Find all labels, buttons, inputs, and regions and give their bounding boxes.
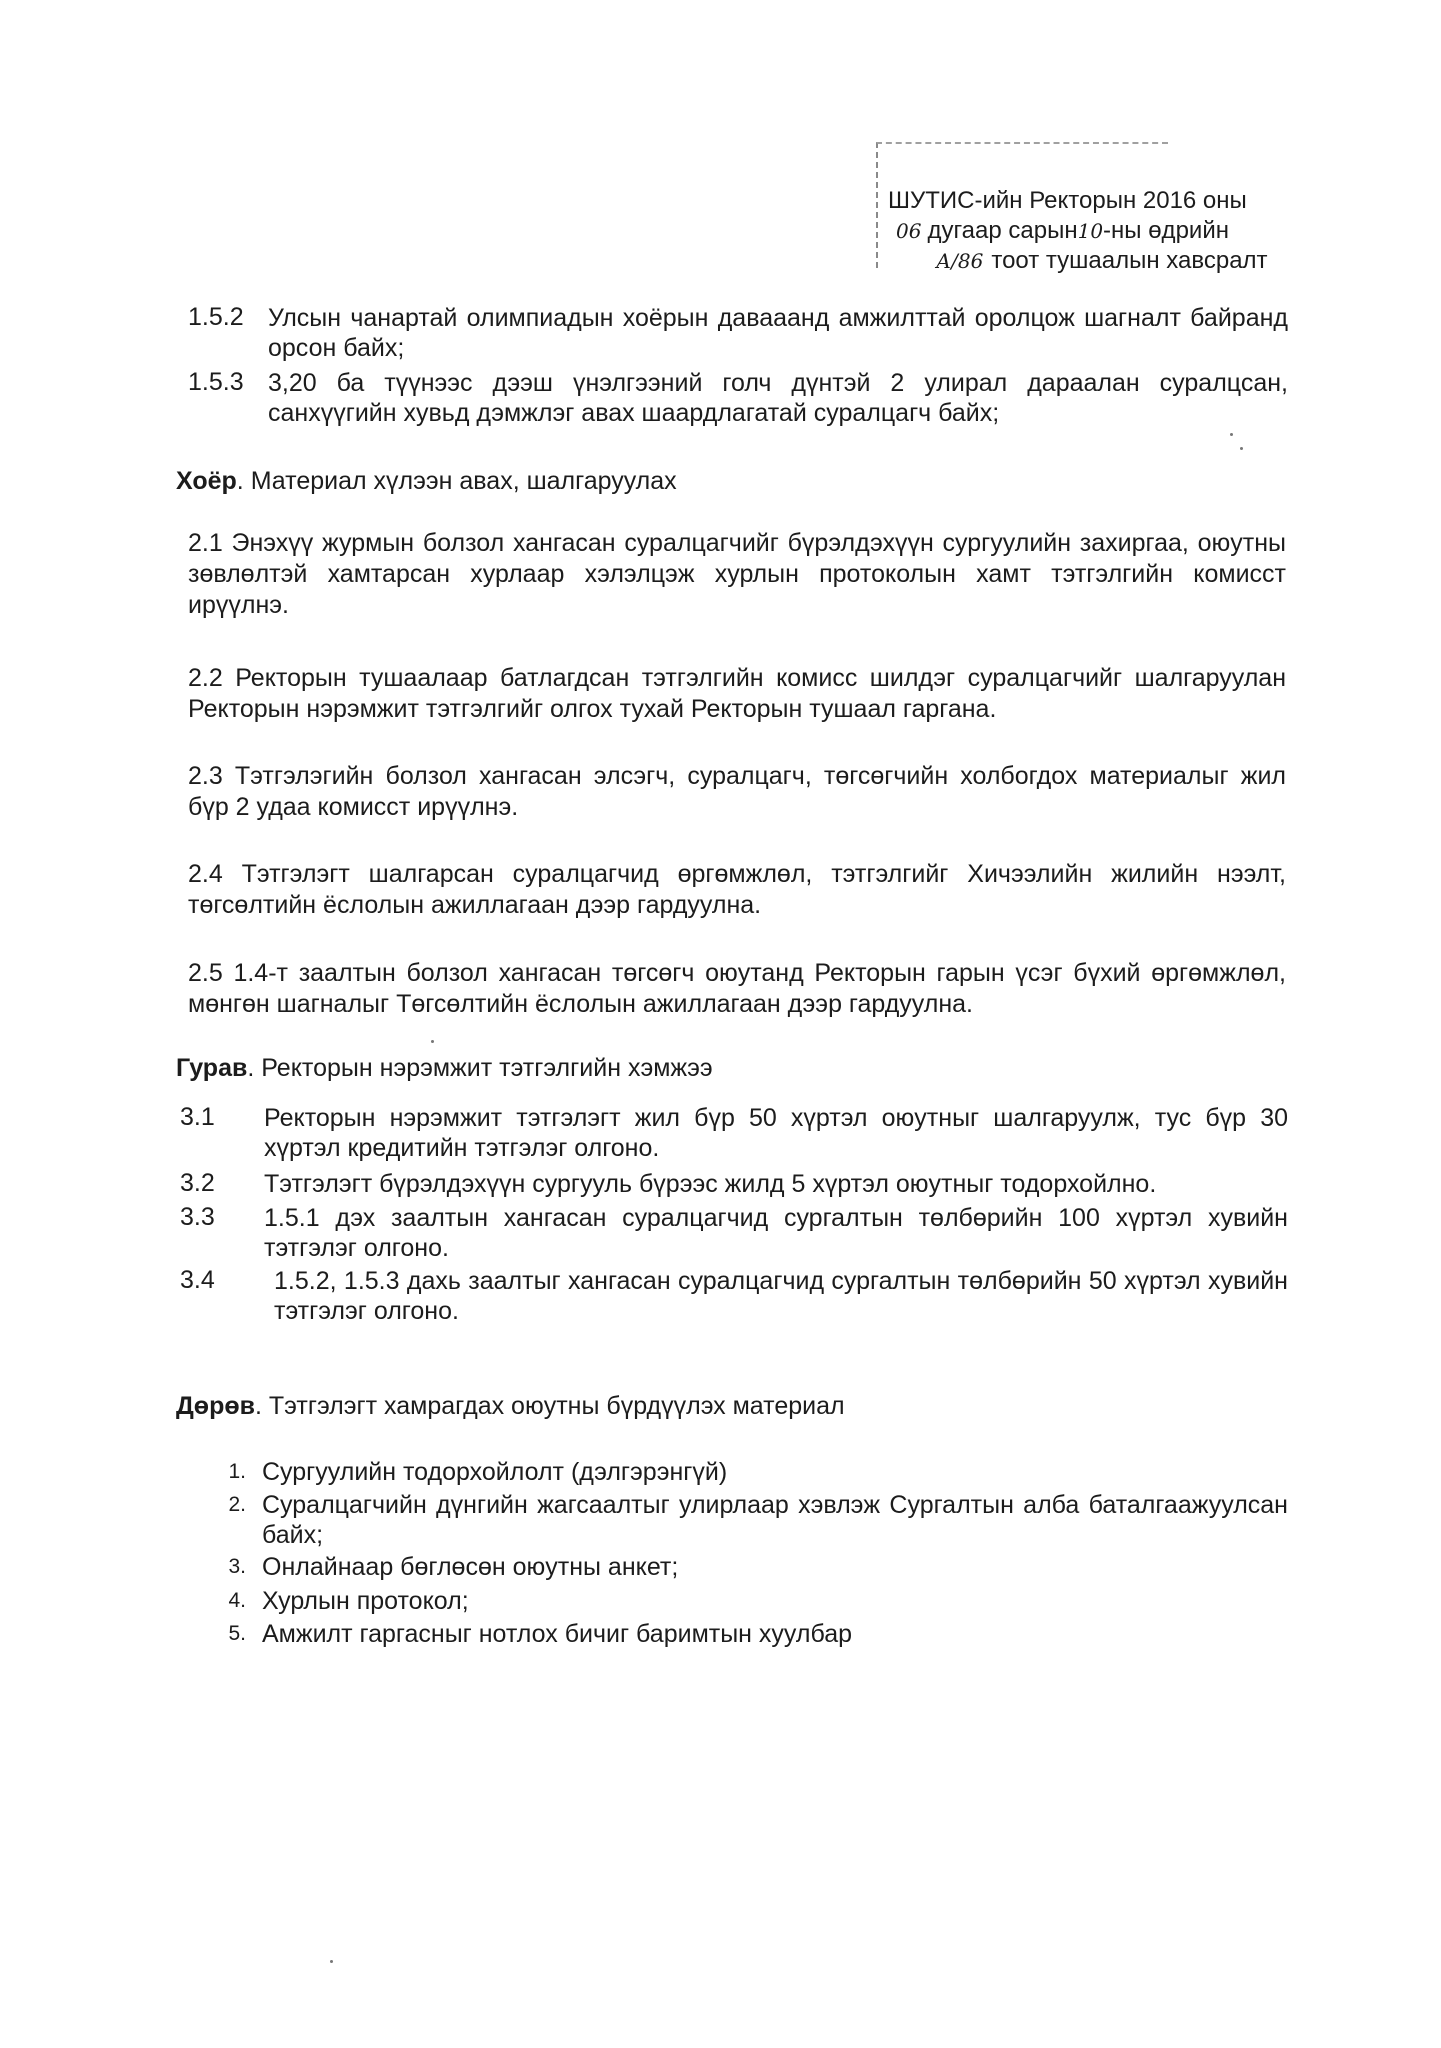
section-heading-bold: Гурав [176, 1054, 248, 1082]
list-number: 4. [228, 1589, 246, 1612]
clause-text: Тэтгэлэгт бүрэлдэхүүн сургууль бүрээс жилд 5 хүртэл оюутныг тодорхойлно. [264, 1170, 1157, 1198]
list-item: Сургуулийн тодорхойлолт (дэлгэрэнгүй) [262, 1458, 728, 1486]
clause-text: Ректорын нэрэмжит тэтгэлэгт жил бүр 50 хүртэл оюутныг шалгаруулж, тус бүр 30 хүртэл кредитийн тэтгэлэг олгоно. [264, 1104, 1288, 1162]
stamp-line-1: ШУТИС-ийн Ректорын 2016 оны [888, 187, 1247, 214]
list-item: Онлайнаар бөглөсөн оюутны анкет; [262, 1553, 679, 1581]
paragraph-2-5: 2.5 1.4-т заалтын болзол хангасан төгсөгч оюутанд Ректорын гарын үсэг бүхий өргөмжлөл, мөнгөн шагналыг Төгсөлтийн ёслолын ажиллагаан дээр гардуулна. [188, 959, 1286, 1018]
scan-speck [431, 1040, 434, 1043]
clause-number: 3.4 [180, 1266, 215, 1294]
section-heading-3 [176, 1053, 713, 1084]
clause-text: 1.5.2, 1.5.3 дахь заалтыг хангасан суралцагчид сургалтын төлбөрийн 50 хүртэл хувийн тэтгэлэг олгоно. [274, 1267, 1288, 1325]
section-heading-text: . Материал хүлээн авах, шалгаруулах [236, 467, 677, 495]
list-number: 2. [228, 1493, 246, 1516]
list-item: Амжилт гаргасныг нотлох бичиг баримтын хуулбар [262, 1620, 853, 1648]
scan-speck [1230, 433, 1233, 436]
section-heading-4 [176, 1391, 845, 1422]
stamp-line-2-a: дугаар сарын [927, 217, 1078, 244]
section-heading-text: . Ректорын нэрэмжит тэтгэлгийн хэмжээ [247, 1054, 713, 1082]
list-item: Хурлын протокол; [262, 1587, 469, 1615]
stamp-line-3 [888, 246, 1268, 276]
list-number: 5. [228, 1622, 246, 1645]
stamp-line-2-b: -ны өдрийн [1103, 217, 1229, 244]
stamp-month-handwritten: 06 [896, 219, 922, 243]
clause-text: 3,20 ба түүнээс дээш үнэлгээний голч дүнтэй 2 улирал дараалан суралцсан, санхүүгийн хувьд дэмжлэг авах шаардлагатай суралцагч байх; [268, 369, 1288, 427]
clause-number: 3.1 [180, 1103, 215, 1131]
paragraph-2-4: 2.4 Тэтгэлэгт шалгарсан суралцагчид өргөмжлөл, тэтгэлгийг Хичээлийн жилийн нээлт, төгсөлтийн ёслолын ажиллагаан дээр гардуулна. [188, 860, 1286, 919]
stamp-line-3-text: тоот тушаалын хавсралт [991, 247, 1268, 274]
list-number: 1. [228, 1460, 246, 1483]
section-heading-2 [176, 466, 677, 497]
list-item: Суралцагчийн дүнгийн жагсаалтыг улирлаар хэвлэж Сургалтын алба баталгаажуулсан байх; [262, 1491, 1288, 1549]
paragraph-2-2: 2.2 Ректорын тушаалаар батлагдсан тэтгэлгийн комисс шилдэг суралцагчийг шалгаруулан Ректорын нэрэмжит тэтгэлгийг олгох тухай Ректорын тушаал гаргана. [188, 664, 1286, 723]
section-heading-text: . Тэтгэлэгт хамрагдах оюутны бүрдүүлэх материал [255, 1392, 845, 1420]
clause-text: Улсын чанартай олимпиадын хоёрын давааанд амжилттай оролцож шагналт байранд орсон байх; [268, 304, 1288, 362]
list-number: 3. [228, 1555, 246, 1578]
section-heading-bold: Дөрөв [176, 1392, 255, 1420]
paragraph-2-1: 2.1 Энэхүү журмын болзол хангасан суралцагчийг бүрэлдэхүүн сургуулийн захиргаа, оюутны зөвлөлтэй хамтарсан хурлаар хэлэлцэж хурлын протоколын хамт тэтгэлгийн комисст ирүүлнэ. [188, 529, 1286, 619]
clause-number: 1.5.3 [188, 368, 244, 396]
stamp-day-handwritten: 10 [1077, 219, 1104, 243]
stamp-line-2 [888, 216, 1229, 246]
scan-speck [330, 1960, 333, 1963]
clause-number: 1.5.2 [188, 303, 244, 331]
clause-number: 3.3 [180, 1203, 215, 1231]
stamp-number-handwritten: А/86 [936, 249, 984, 273]
clause-number: 3.2 [180, 1169, 215, 1197]
scan-speck [1240, 447, 1243, 450]
paragraph-2-3: 2.3 Тэтгэлэгийн болзол хангасан элсэгч, суралцагч, төгсөгчийн холбогдох материалыг жил бүр 2 удаа комисст ирүүлнэ. [188, 762, 1286, 821]
clause-text: 1.5.1 дэх заалтын хангасан суралцагчид сургалтын төлбөрийн 100 хүртэл хувийн тэтгэлэг олгоно. [264, 1204, 1288, 1262]
section-heading-bold: Хоёр [176, 467, 237, 495]
